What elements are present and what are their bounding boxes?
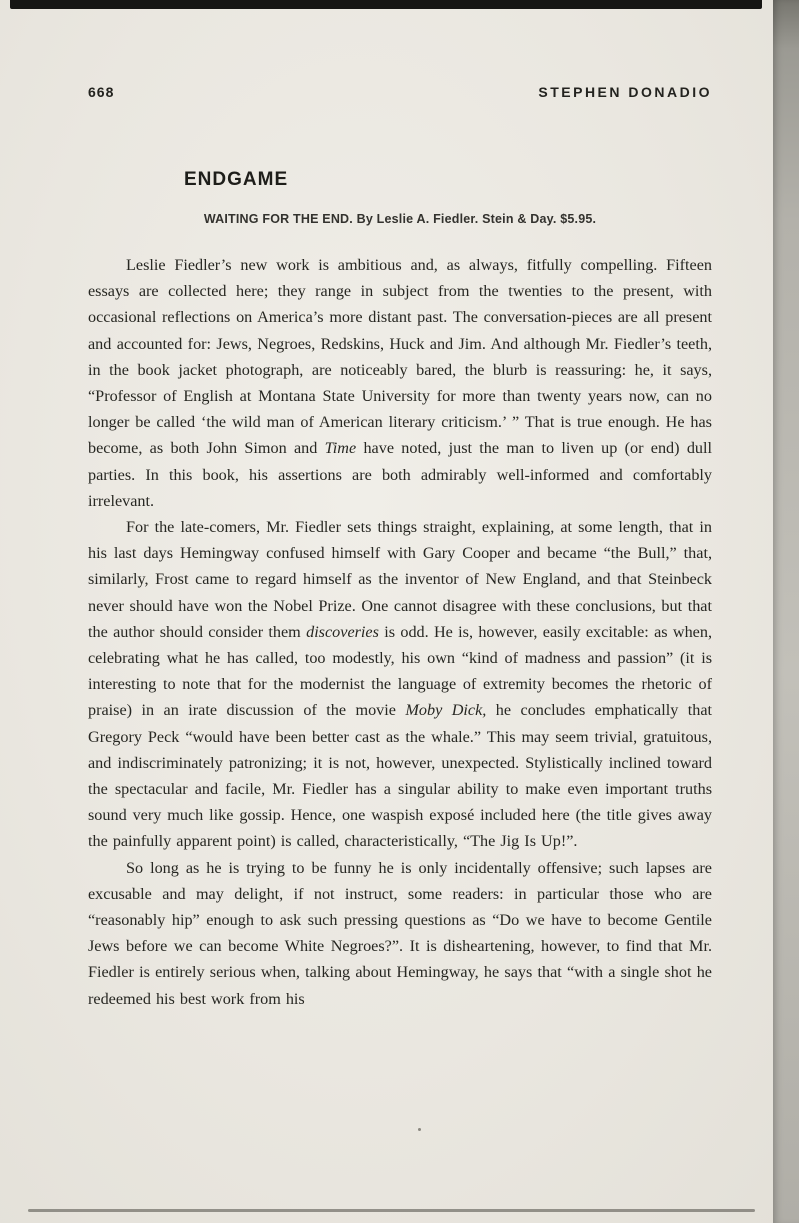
text-run: he concludes emphatically that Gregory Peck “would have been better cast as the whale.” This may seem trivial, gratuitous, and indiscriminately patronizing; it is not, however, unexpected. Stylistically inclined toward the spectacular and facile, Mr. Fiedler has a singular ability to make even important truths sound very much like gossip. Hence, one waspish exposé included here (the title gives away the painfully apparent point) is called, characteristically, “The Jig Is Up!”. xyxy=(88,701,713,851)
top-scan-artifact-bar xyxy=(10,0,762,9)
article-title: ENDGAME xyxy=(184,168,289,190)
book-citation: WAITING FOR THE END. By Leslie A. Fiedler. Stein & Day. $5.95. xyxy=(203,212,597,226)
running-author-name: STEPHEN DONADIO xyxy=(538,84,712,100)
body-paragraphs xyxy=(88,252,712,1012)
text-run: For the late-comers, Mr. Fiedler sets things straight, explaining, at some length, that in his last days Hemingway confused himself with Gary Cooper and became “the Bull,” that, similarly, Frost came to regard himself as the inventor of New England, and that Steinbeck never should have won the Nobel Prize. One cannot disagree with these conclusions, but that the author should consider them xyxy=(88,518,712,641)
bottom-scan-artifact-line xyxy=(28,1209,755,1212)
running-header xyxy=(88,84,712,100)
text-run: Leslie Fiedler’s new work is ambitious and, as always, fitfully compelling. Fifteen essays are collected here; they range in subject from the twenties to the present, with occasional reflections on America’s more distant past. The conversation-pieces are all present and accounted for: Jews, Negroes, Redskins, Huck and Jim. And although Mr. Fiedler’s teeth, in the book jacket photograph, are noticeably bared, the blurb is reassuring: he, it says, “Professor of English at Montana State University for more than twenty years now, can no longer be called ‘the wild man of American literary criticism.’ ” That is true enough. He has become, as both John Simon and xyxy=(88,256,712,458)
italic-text-run: discoveries xyxy=(306,622,379,641)
paragraph xyxy=(88,855,712,1012)
right-page-edge-shadow xyxy=(773,0,799,1223)
page-number: 668 xyxy=(88,84,115,100)
text-run: have noted, just the man to liven up (or end) dull parties. In this book, his assertions are both admirably well-informed and comfortably irrelevant. xyxy=(88,439,712,510)
italic-text-run: Time xyxy=(324,439,357,458)
paragraph xyxy=(88,514,712,855)
text-run: is odd. He is, however, easily excitable: as when, celebrating what he has called, too modestly, his own “kind of madness and passion” (it is interesting to note that for the modernist the language of extremity becomes the rhetoric of praise) in an irate discussion of the movie xyxy=(88,622,712,720)
text-run: So long as he is trying to be funny he is only incidentally offensive; such lapses are excusable and may delight, if not instruct, some readers: in particular those who are “reasonably hip” enough to ask such pressing questions as “Do we have to become Gentile Jews before we can become White Negroes?”. It is disheartening, however, to find that Mr. Fiedler is entirely serious when, talking about Hemingway, he says that “with a single shot he redeemed his best work from his xyxy=(88,858,712,1008)
italic-text-run: Moby Dick, xyxy=(405,701,487,720)
paragraph xyxy=(88,252,712,514)
scan-speck xyxy=(418,1128,421,1131)
